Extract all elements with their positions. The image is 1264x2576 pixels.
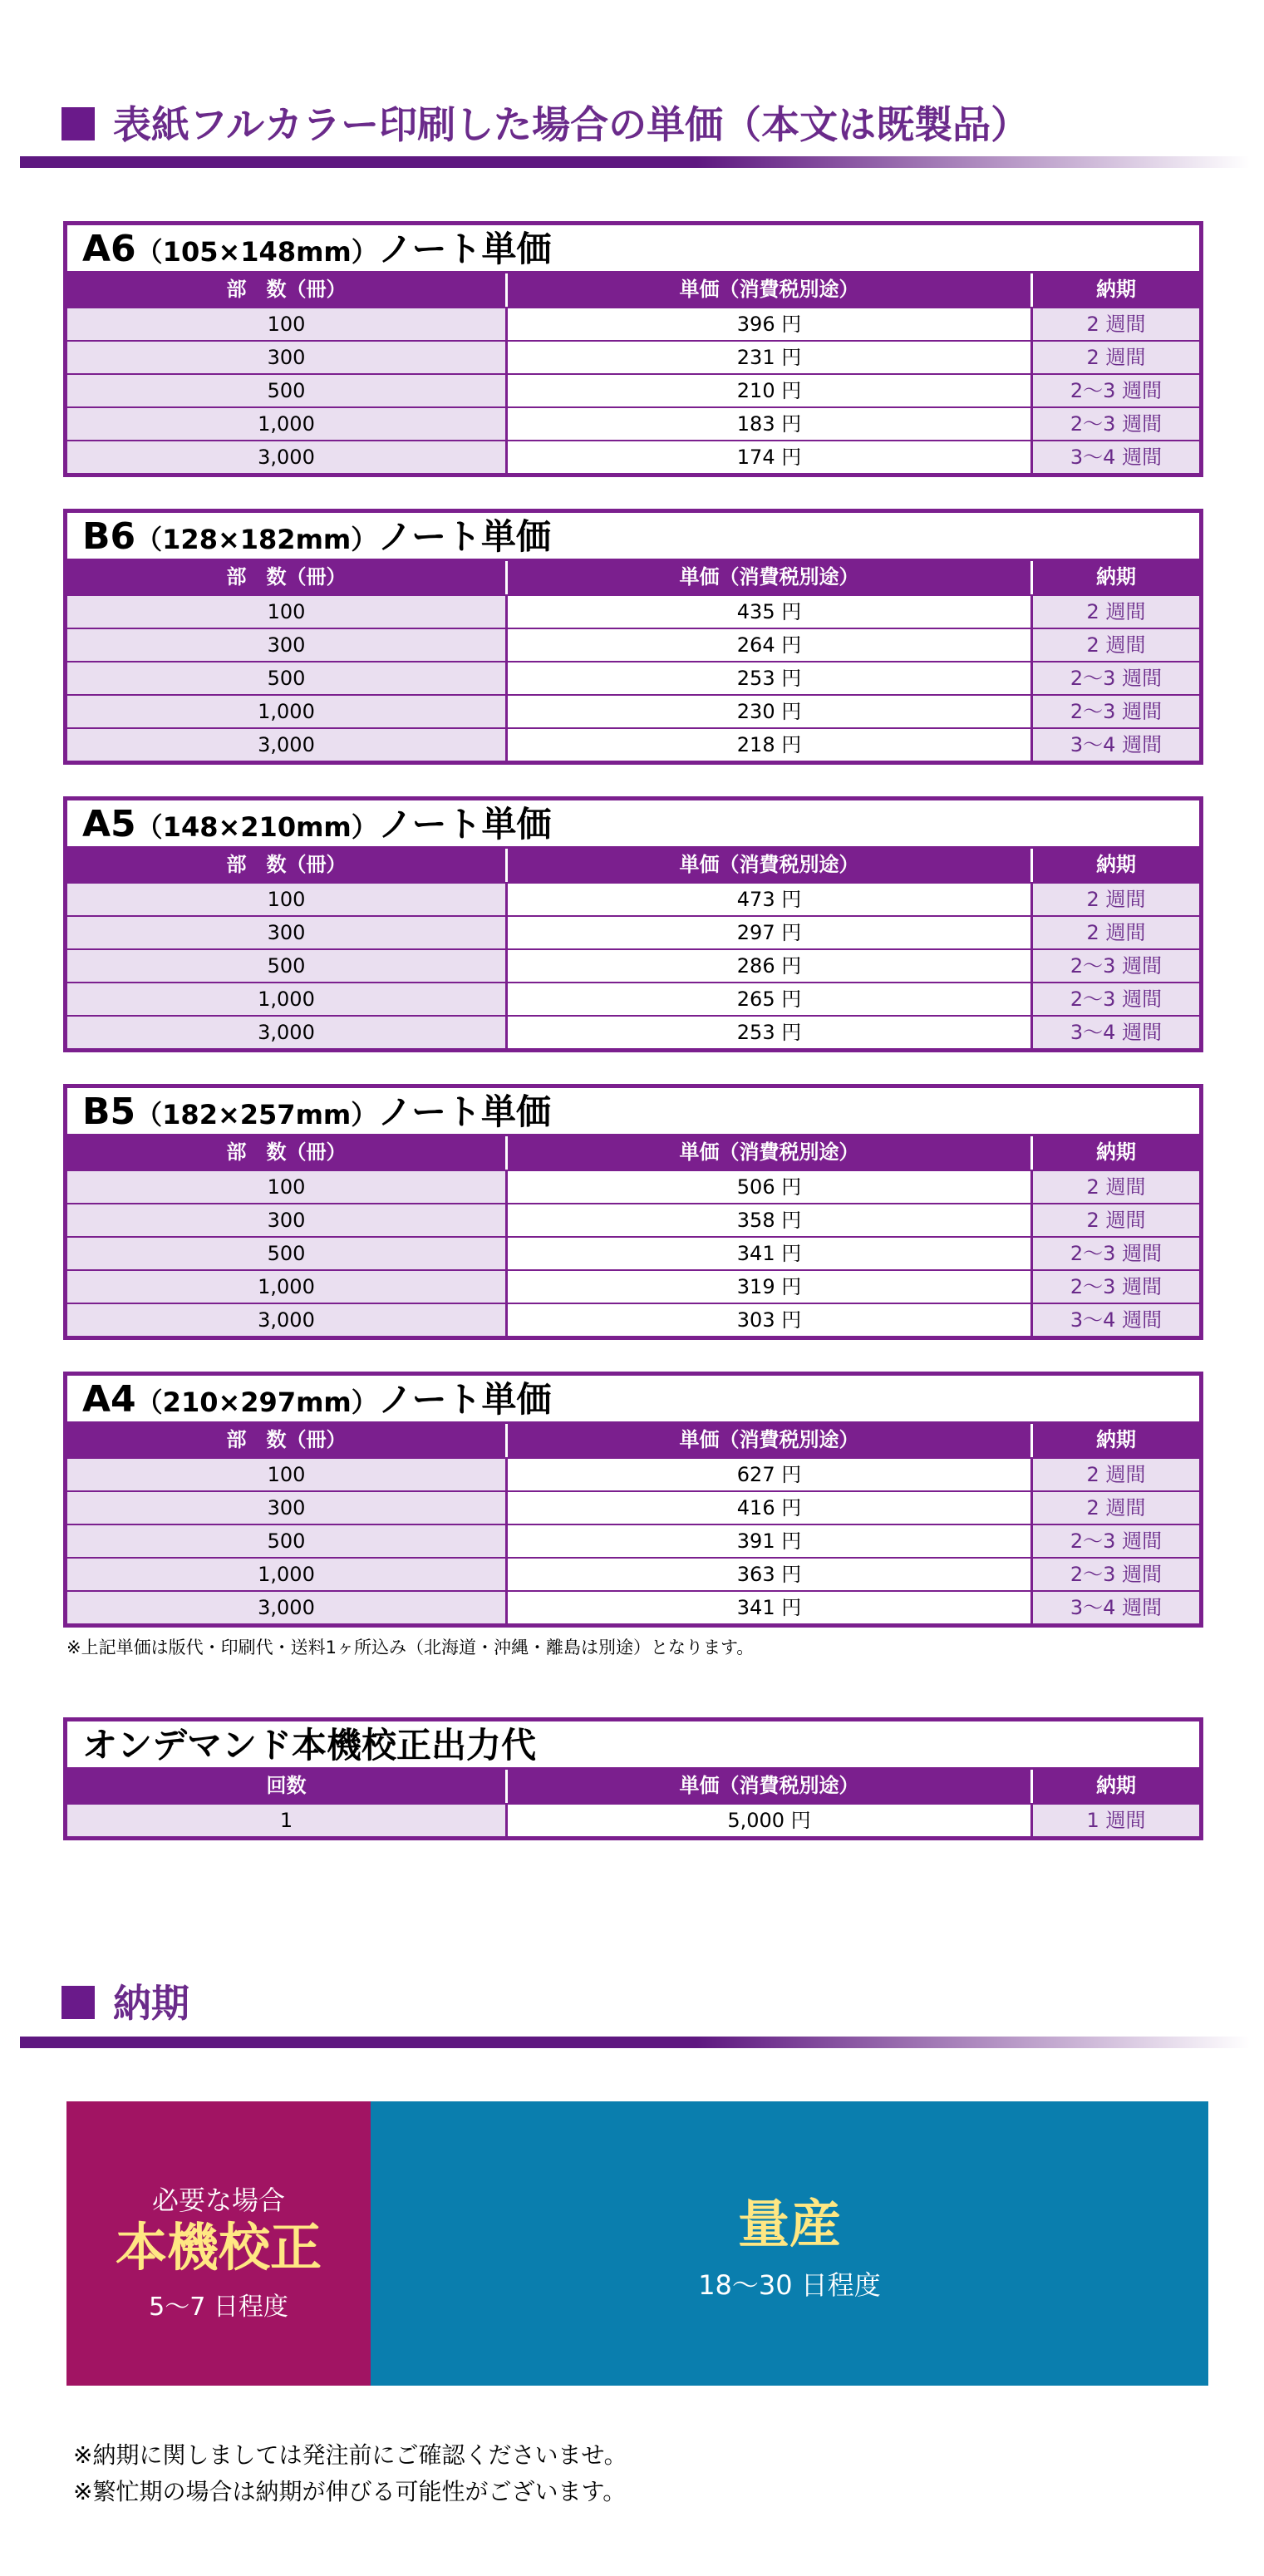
table-dims: （128×182mm） (135, 524, 378, 555)
cell-qty: 3,000 (67, 1304, 508, 1336)
cell-delivery: 2～3 週間 (1033, 662, 1199, 694)
cell-delivery: 2～3 週間 (1033, 1525, 1199, 1557)
proof-box-caption: 必要な場合 (151, 2184, 285, 2216)
table-suffix: ノート単価 (377, 229, 552, 269)
square-bullet-icon (61, 1986, 95, 2019)
bottom-note-1: ※納期に関しましては発注前にご確認くださいませ。 (73, 2441, 627, 2469)
header-qty: 部 数（冊） (67, 561, 508, 594)
table-row (67, 948, 1199, 982)
section-underline (20, 2037, 1250, 2048)
price-table-1 (63, 509, 1203, 765)
header-qty: 部 数（冊） (67, 849, 508, 882)
table-row (67, 1236, 1199, 1269)
header-price: 単価（消費税別途） (508, 561, 1033, 594)
cell-delivery: 2～3 週間 (1033, 1271, 1199, 1303)
unit-price-note: ※上記単価は版代・印刷代・送料1ヶ所込み（北海道・沖縄・離島は別途）となります。 (66, 1638, 755, 1657)
price-table-title (67, 513, 1199, 561)
table-row (67, 915, 1199, 948)
table-row (67, 1303, 1199, 1336)
table-header-row (67, 1424, 1199, 1457)
cell-price: 174 円 (508, 441, 1033, 473)
mass-box-days: 18～30 日程度 (698, 2269, 881, 2301)
table-row (67, 594, 1199, 628)
table-row (67, 1803, 1199, 1836)
cell-price: 358 円 (508, 1204, 1033, 1236)
cell-qty: 100 (67, 1459, 508, 1490)
cell-price: 286 円 (508, 950, 1033, 982)
cell-delivery: 2～3 週間 (1033, 1559, 1199, 1590)
table-header-row (67, 273, 1199, 307)
cell-qty: 1,000 (67, 696, 508, 727)
cell-qty: 300 (67, 917, 508, 948)
price-table-4 (63, 1372, 1203, 1628)
cell-qty: 300 (67, 629, 508, 661)
bottom-notes (73, 2437, 627, 2510)
proof-box-title: 本機校正 (115, 2217, 322, 2278)
table-suffix: ノート単価 (377, 516, 552, 557)
header-qty: 部 数（冊） (67, 1136, 508, 1170)
cell-price: 416 円 (508, 1492, 1033, 1524)
cell-delivery: 2 週間 (1033, 629, 1199, 661)
cell-price: 218 円 (508, 729, 1033, 761)
cell-delivery: 2～3 週間 (1033, 1238, 1199, 1269)
header-delivery: 納期 (1096, 565, 1136, 589)
table-header-row (67, 849, 1199, 882)
table-row (67, 661, 1199, 694)
section-title (61, 100, 1029, 150)
cell-price: 396 円 (508, 308, 1033, 340)
cell-qty: 3,000 (67, 1592, 508, 1623)
cell-price: 319 円 (508, 1271, 1033, 1303)
cell-qty: 1,000 (67, 1271, 508, 1303)
section-title (61, 1978, 189, 2028)
table-header-row (67, 561, 1199, 594)
table-suffix: ノート単価 (377, 1091, 552, 1132)
section-title-text: 表紙フルカラー印刷した場合の単価（本文は既製品） (113, 102, 1030, 147)
price-table-0 (63, 221, 1203, 477)
table-row (67, 1269, 1199, 1303)
header-price: 単価（消費税別途） (508, 273, 1033, 307)
cell-price: 231 円 (508, 342, 1033, 373)
table-row (67, 307, 1199, 340)
cell-delivery: 1 週間 (1033, 1805, 1199, 1836)
cell-price: 363 円 (508, 1559, 1033, 1590)
cell-qty: 1,000 (67, 408, 508, 440)
cell-delivery: 2 週間 (1033, 1204, 1199, 1236)
table-row (67, 727, 1199, 761)
header-qty: 部 数（冊） (67, 1424, 508, 1457)
cell-qty: 500 (67, 1238, 508, 1269)
price-table-3 (63, 1084, 1203, 1340)
table-row (67, 1524, 1199, 1557)
proof-table-title: オンデマンド本機校正出力代 (67, 1721, 1199, 1770)
cell-qty: 1,000 (67, 1559, 508, 1590)
table-suffix: ノート単価 (377, 804, 552, 845)
cell-price: 265 円 (508, 983, 1033, 1015)
cell-qty: 500 (67, 1525, 508, 1557)
table-size: B5 (82, 1091, 136, 1133)
bottom-note-2: ※繁忙期の場合は納期が伸びる可能性がございます。 (73, 2478, 627, 2505)
cell-price: 183 円 (508, 408, 1033, 440)
header-count: 回数 (67, 1770, 508, 1803)
cell-delivery: 2～3 週間 (1033, 408, 1199, 440)
cell-qty: 300 (67, 342, 508, 373)
cell-price: 297 円 (508, 917, 1033, 948)
price-table-title (67, 1088, 1199, 1136)
table-row (67, 406, 1199, 440)
table-row (67, 694, 1199, 727)
cell-delivery: 3～4 週間 (1033, 729, 1199, 761)
table-header-row (67, 1770, 1199, 1803)
table-dims: （148×210mm） (135, 811, 378, 843)
cell-price: 435 円 (508, 596, 1033, 628)
mass-box-title: 量産 (737, 2194, 841, 2254)
header-price: 単価（消費税別途） (508, 849, 1033, 882)
cell-delivery: 2 週間 (1033, 917, 1199, 948)
cell-delivery: 2 週間 (1033, 308, 1199, 340)
header-price: 単価（消費税別途） (508, 1424, 1033, 1457)
cell-qty: 100 (67, 884, 508, 915)
cell-delivery: 3～4 週間 (1033, 1304, 1199, 1336)
table-row (67, 1557, 1199, 1590)
header-price: 単価（消費税別途） (508, 1770, 1033, 1803)
cell-price: 341 円 (508, 1592, 1033, 1623)
cell-qty: 3,000 (67, 729, 508, 761)
table-size: A5 (82, 803, 136, 845)
cell-qty: 1,000 (67, 983, 508, 1015)
header-delivery: 納期 (1096, 1774, 1136, 1797)
cell-delivery: 2 週間 (1033, 884, 1199, 915)
cell-price: 303 円 (508, 1304, 1033, 1336)
cell-qty: 100 (67, 308, 508, 340)
cell-delivery: 2 週間 (1033, 1492, 1199, 1524)
cell-price: 253 円 (508, 1017, 1033, 1048)
section-title-text: 納期 (113, 1981, 189, 2026)
table-size: A4 (82, 1378, 136, 1421)
header-qty: 部 数（冊） (67, 273, 508, 307)
section-underline (20, 156, 1250, 168)
table-header-row (67, 1136, 1199, 1170)
table-row (67, 1457, 1199, 1490)
cell-delivery: 3～4 週間 (1033, 1017, 1199, 1048)
mass-production-box (371, 2101, 1208, 2386)
cell-qty: 100 (67, 1171, 508, 1203)
table-dims: （182×257mm） (135, 1099, 378, 1130)
table-row (67, 1015, 1199, 1048)
cell-qty: 300 (67, 1492, 508, 1524)
price-table-title (67, 800, 1199, 849)
cell-delivery: 3～4 週間 (1033, 441, 1199, 473)
cell-price: 230 円 (508, 696, 1033, 727)
cell-qty: 100 (67, 596, 508, 628)
cell-qty: 300 (67, 1204, 508, 1236)
cell-delivery: 2 週間 (1033, 1459, 1199, 1490)
table-row (67, 1590, 1199, 1623)
header-delivery: 納期 (1096, 1428, 1136, 1451)
cell-price: 391 円 (508, 1525, 1033, 1557)
table-dims: （105×148mm） (135, 236, 378, 268)
cell-qty: 500 (67, 950, 508, 982)
cell-price: 627 円 (508, 1459, 1033, 1490)
header-delivery: 納期 (1096, 1140, 1136, 1164)
cell-price: 473 円 (508, 884, 1033, 915)
table-row (67, 1490, 1199, 1524)
table-suffix: ノート単価 (377, 1379, 552, 1420)
price-table-title (67, 225, 1199, 273)
cell-delivery: 2 週間 (1033, 342, 1199, 373)
proof-box (66, 2101, 371, 2386)
cell-delivery: 2～3 週間 (1033, 983, 1199, 1015)
header-price: 単価（消費税別途） (508, 1136, 1033, 1170)
cell-price: 253 円 (508, 662, 1033, 694)
header-delivery: 納期 (1096, 853, 1136, 876)
cell-delivery: 2 週間 (1033, 596, 1199, 628)
table-row (67, 340, 1199, 373)
cell-delivery: 2～3 週間 (1033, 696, 1199, 727)
price-table-title (67, 1376, 1199, 1424)
price-table-2 (63, 796, 1203, 1052)
proof-box-days: 5～7 日程度 (149, 2293, 288, 2322)
table-row (67, 882, 1199, 915)
table-row (67, 628, 1199, 661)
cell-price: 210 円 (508, 375, 1033, 406)
table-size: A6 (82, 228, 136, 270)
square-bullet-icon (61, 107, 95, 140)
cell-qty: 500 (67, 662, 508, 694)
cell-qty: 3,000 (67, 1017, 508, 1048)
cell-price: 506 円 (508, 1171, 1033, 1203)
table-row (67, 440, 1199, 473)
cell-qty: 3,000 (67, 441, 508, 473)
table-row (67, 1203, 1199, 1236)
header-delivery: 納期 (1096, 278, 1136, 301)
cell-delivery: 3～4 週間 (1033, 1592, 1199, 1623)
table-row (67, 982, 1199, 1015)
cell-price: 5,000 円 (508, 1805, 1033, 1836)
proof-table (63, 1717, 1203, 1840)
table-row (67, 1170, 1199, 1203)
cell-delivery: 2 週間 (1033, 1171, 1199, 1203)
table-size: B6 (82, 515, 136, 558)
cell-delivery: 2～3 週間 (1033, 950, 1199, 982)
cell-delivery: 2～3 週間 (1033, 375, 1199, 406)
cell-count: 1 (67, 1805, 508, 1836)
table-dims: （210×297mm） (135, 1387, 378, 1418)
cell-price: 264 円 (508, 629, 1033, 661)
cell-price: 341 円 (508, 1238, 1033, 1269)
cell-qty: 500 (67, 375, 508, 406)
table-row (67, 373, 1199, 406)
